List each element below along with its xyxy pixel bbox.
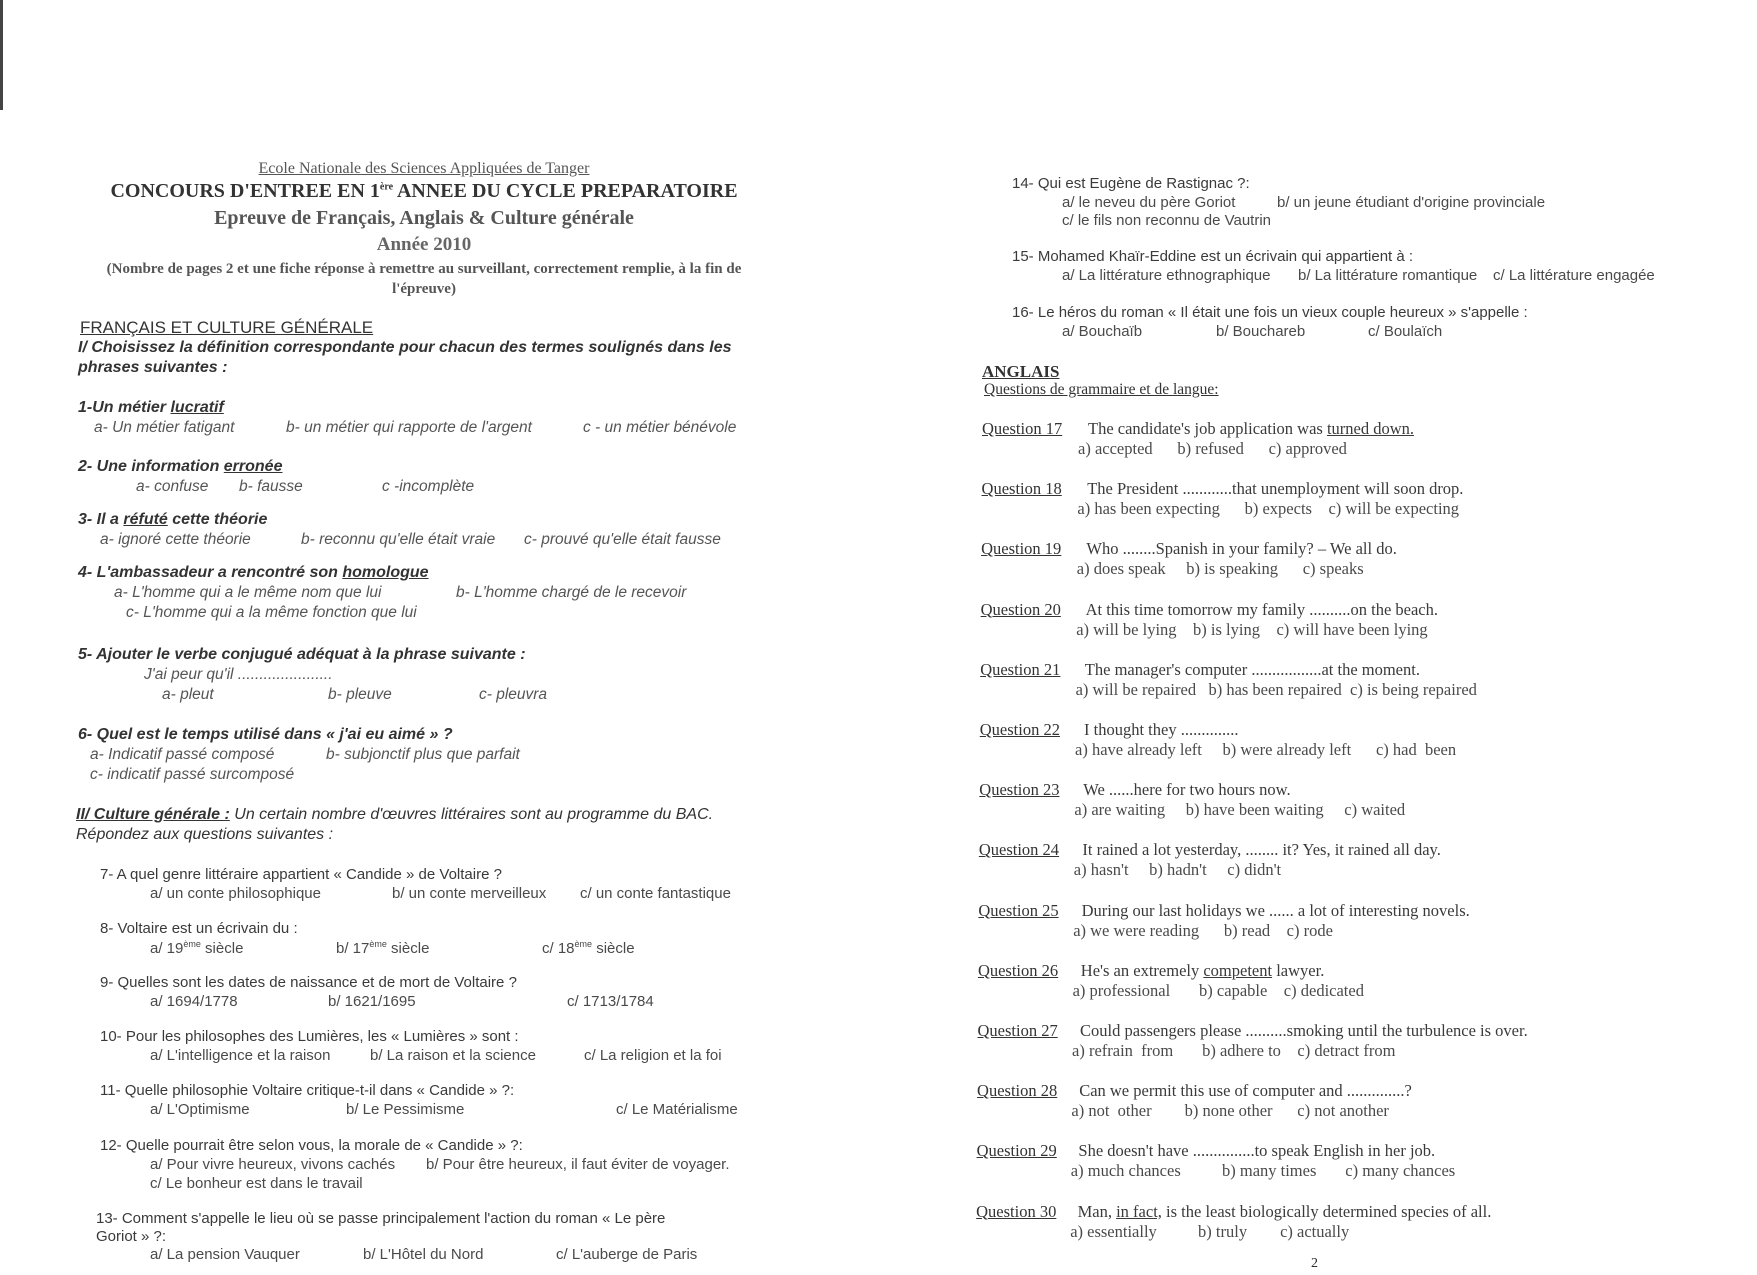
year-title: Année 2010 xyxy=(376,234,472,255)
english-question-label: Question 19 xyxy=(981,539,1062,559)
question-13: 13- Comment s'appelle le lieu où se passe principalement l'action du roman « Le père xyxy=(96,1210,666,1227)
question-10: 10- Pour les philosophes des Lumières, les « Lumières » sont : xyxy=(100,1028,519,1045)
question-13-cont: Goriot » ?: xyxy=(96,1228,167,1245)
french-section-title: FRANÇAIS ET CULTURE GÉNÉRALE xyxy=(80,318,374,337)
english-question-label: Question 23 xyxy=(979,780,1060,800)
q11-option-c: c/ Le Matérialisme xyxy=(616,1101,738,1118)
english-question-options: a) will be lying b) is lying c) will have been lying xyxy=(1076,619,1428,639)
english-question-options: a) has been expecting b) expects c) will be expecting xyxy=(1077,499,1460,519)
q11-option-a: a/ L'Optimisme xyxy=(150,1101,250,1118)
q12-option-a: a/ Pour vivre heureux, vivons cachés xyxy=(150,1156,396,1173)
q5-option-c: c- pleuvra xyxy=(479,686,548,703)
instructions-note: (Nombre de pages 2 et une fiche réponse à remettre au surveillant, correctement remplie, à la fin de l'épreuve) xyxy=(106,261,742,297)
english-question-label: Question 27 xyxy=(977,1021,1058,1040)
question-9: 9- Quelles sont les dates de naissance et de mort de Voltaire ? xyxy=(100,974,517,991)
english-question-label: Question 17 xyxy=(982,419,1063,438)
q8-option-b: b/ 17ème siècle xyxy=(336,939,430,957)
english-question-label: Question 22 xyxy=(979,720,1060,739)
q5-option-b: b- pleuve xyxy=(328,686,392,703)
english-question-text: I thought they .............. xyxy=(1084,720,1239,739)
english-question-options: a) refrain from b) adhere to c) detract from xyxy=(1072,1041,1396,1060)
question-2: 2- Une information erronée xyxy=(78,458,283,475)
english-question-options: a) not other b) none other c) not another xyxy=(1071,1101,1389,1121)
q8-option-c: c/ 18ème siècle xyxy=(542,939,635,957)
q11-option-b: b/ Le Pessimisme xyxy=(346,1101,465,1118)
q14-option-c: c/ le fils non reconnu de Vautrin xyxy=(1062,212,1272,229)
english-question-text: During our last holidays we ...... a lot of interesting novels. xyxy=(1081,900,1470,920)
english-question-text: Who ........Spanish in your family? – We all do. xyxy=(1086,539,1397,559)
q4-option-c: c- L'homme qui a la même fonction que lui xyxy=(126,604,417,621)
q10-option-b: b/ La raison et la science xyxy=(370,1047,536,1064)
english-question-label: Question 24 xyxy=(978,840,1060,860)
q6-option-b: b- subjonctif plus que parfait xyxy=(326,746,520,763)
q10-option-c: c/ La religion et la foi xyxy=(584,1047,722,1064)
english-question-options: a) hasn't b) hadn't c) didn't xyxy=(1073,860,1282,880)
english-question-label: Question 26 xyxy=(977,960,1059,980)
english-question-options: a) are waiting b) have been waiting c) waited xyxy=(1074,800,1406,820)
q3-option-c: c- prouvé qu'elle était fausse xyxy=(524,531,721,548)
english-section-title: ANGLAIS xyxy=(982,362,1060,381)
q9-option-c: c/ 1713/1784 xyxy=(567,993,654,1010)
english-question-text: At this time tomorrow my family ..........on the beach. xyxy=(1085,599,1438,619)
q16-option-b: b/ Bouchareb xyxy=(1216,323,1306,340)
english-question-text: He's an extremely competent lawyer. xyxy=(1080,960,1325,980)
q1-option-b: b- un métier qui rapporte de l'argent xyxy=(286,419,532,436)
question-11: 11- Quelle philosophie Voltaire critique-t-il dans « Candide » ?: xyxy=(100,1082,515,1099)
english-question-options: a) we were reading b) read c) rode xyxy=(1073,920,1333,940)
q2-option-c: c -incomplète xyxy=(382,478,475,495)
q14-option-a: a/ le neveu du père Goriot xyxy=(1062,194,1236,211)
question-1: 1-Un métier lucratif xyxy=(78,399,224,416)
scan-edge xyxy=(0,0,3,110)
english-question-label: Question 21 xyxy=(980,659,1061,679)
english-question-label: Question 25 xyxy=(978,900,1059,920)
q15-option-b: b/ La littérature romantique xyxy=(1298,267,1478,284)
english-question-label: Question 29 xyxy=(976,1141,1057,1161)
english-question-text: The candidate's job application was turned down. xyxy=(1088,419,1415,438)
english-question-options: a) professional b) capable c) dedicated xyxy=(1072,980,1364,1000)
q13-option-b: b/ L'Hôtel du Nord xyxy=(363,1246,484,1263)
question-6: 6- Quel est le temps utilisé dans « j'ai eu aimé » ? xyxy=(78,726,453,743)
q8-option-a: a/ 19ème siècle xyxy=(150,939,244,957)
english-question-options: a) will be repaired b) has been repaired c) is being repaired xyxy=(1075,679,1477,699)
question-7: 7- A quel genre littéraire appartient « Candide » de Voltaire ? xyxy=(100,866,502,883)
q9-option-b: b/ 1621/1695 xyxy=(328,993,416,1010)
q10-option-a: a/ L'intelligence et la raison xyxy=(150,1047,331,1064)
page-number: 2 xyxy=(1311,1256,1318,1271)
q1-option-c: c - un métier bénévole xyxy=(583,419,737,436)
q4-option-b: b- L'homme chargé de le recevoir xyxy=(456,584,687,601)
question-5: 5- Ajouter le verbe conjugué adéquat à la phrase suivante : xyxy=(78,646,526,663)
concours-title: CONCOURS D'ENTREE EN 1ère ANNEE DU CYCLE PREPARATOIRE xyxy=(110,180,738,202)
english-question-text: Can we permit this use of computer and ..............? xyxy=(1079,1081,1412,1101)
q7-option-b: b/ un conte merveilleux xyxy=(392,885,547,902)
english-question-options: a) accepted b) refused c) approved xyxy=(1078,439,1347,458)
q2-option-b: b- fausse xyxy=(239,478,303,495)
q16-option-a: a/ Bouchaïb xyxy=(1062,323,1143,340)
question-14: 14- Qui est Eugène de Rastignac ?: xyxy=(1012,175,1250,192)
q15-option-c: c/ La littérature engagée xyxy=(1493,267,1655,284)
english-question-text: She doesn't have ...............to speak English in her job. xyxy=(1078,1141,1436,1161)
school-name: Ecole Nationale des Sciences Appliquées de Tanger xyxy=(258,160,590,177)
english-question-text: The President ............that unemployment will soon drop. xyxy=(1087,479,1464,499)
question-15: 15- Mohamed Khaïr-Eddine est un écrivain qui appartient à : xyxy=(1012,248,1414,265)
q1-option-a: a- Un métier fatigant xyxy=(94,419,235,436)
q9-option-a: a/ 1694/1778 xyxy=(150,993,238,1010)
english-question-label: Question 20 xyxy=(980,599,1061,619)
english-subtitle: Questions de grammaire et de langue: xyxy=(984,381,1219,398)
q2-option-a: a- confuse xyxy=(136,478,209,495)
english-question-text: Man, in fact, is the least biologically determined species of all. xyxy=(1077,1201,1492,1221)
q7-option-a: a/ un conte philosophique xyxy=(150,885,321,902)
q5-sentence: J'ai peur qu'il ...................... xyxy=(144,666,333,683)
english-question-options: a) have already left b) were already left c) had been xyxy=(1075,740,1457,759)
q13-option-c: c/ L'auberge de Paris xyxy=(556,1246,698,1263)
english-question-text: It rained a lot yesterday, ........ it? Yes, it rained all day. xyxy=(1082,840,1441,860)
q6-option-a: a- Indicatif passé composé xyxy=(90,746,275,763)
q12-option-c: c/ Le bonheur est dans le travail xyxy=(150,1175,363,1192)
english-question-label: Question 28 xyxy=(977,1081,1058,1101)
q6-option-c: c- indicatif passé surcomposé xyxy=(90,766,295,783)
q12-option-b: b/ Pour être heureux, il faut éviter de voyager. xyxy=(426,1156,730,1173)
question-12: 12- Quelle pourrait être selon vous, la morale de « Candide » ?: xyxy=(100,1137,523,1154)
culture-intro: II/ Culture générale : Un certain nombre d'œuvres littéraires sont au programme du BAC. xyxy=(76,806,714,823)
epreuve-title: Epreuve de Français, Anglais & Culture générale xyxy=(214,207,634,229)
english-question-text: The manager's computer .................at the moment. xyxy=(1084,659,1420,679)
question-8: 8- Voltaire est un écrivain du : xyxy=(100,920,298,937)
q13-option-a: a/ La pension Vauquer xyxy=(150,1246,300,1263)
q3-option-a: a- ignoré cette théorie xyxy=(100,531,251,548)
culture-intro-2: Répondez aux questions suivantes : xyxy=(76,826,334,843)
english-question-text: Could passengers please ..........smoking until the turbulence is over. xyxy=(1080,1021,1528,1040)
english-question-options: a) essentially b) truly c) actually xyxy=(1070,1221,1350,1241)
q16-option-c: c/ Boulaïch xyxy=(1368,323,1443,340)
q4-option-a: a- L'homme qui a le même nom que lui xyxy=(114,584,382,601)
question-3: 3- Il a réfuté cette théorie xyxy=(78,511,268,528)
q15-option-a: a/ La littérature ethnographique xyxy=(1062,267,1271,284)
english-question-options: a) does speak b) is speaking c) speaks xyxy=(1076,559,1364,579)
q3-option-b: b- reconnu qu'elle était vraie xyxy=(301,531,496,548)
question-4: 4- L'ambassadeur a rencontré son homologue xyxy=(78,564,429,581)
english-question-text: We ......here for two hours now. xyxy=(1083,780,1291,800)
q7-option-c: c/ un conte fantastique xyxy=(580,885,731,902)
question-16: 16- Le héros du roman « Il était une fois un vieux couple heureux » s'appelle : xyxy=(1012,304,1528,321)
q14-option-b: b/ un jeune étudiant d'origine provinciale xyxy=(1277,194,1546,211)
q5-option-a: a- pleut xyxy=(162,686,214,703)
english-question-options: a) much chances b) many times c) many chances xyxy=(1070,1161,1456,1181)
english-question-label: Question 18 xyxy=(981,479,1062,499)
english-question-label: Question 30 xyxy=(976,1201,1057,1221)
french-instruction: I/ Choisissez la définition correspondante pour chacun des termes soulignés dans les phrases suivantes : xyxy=(78,339,732,376)
